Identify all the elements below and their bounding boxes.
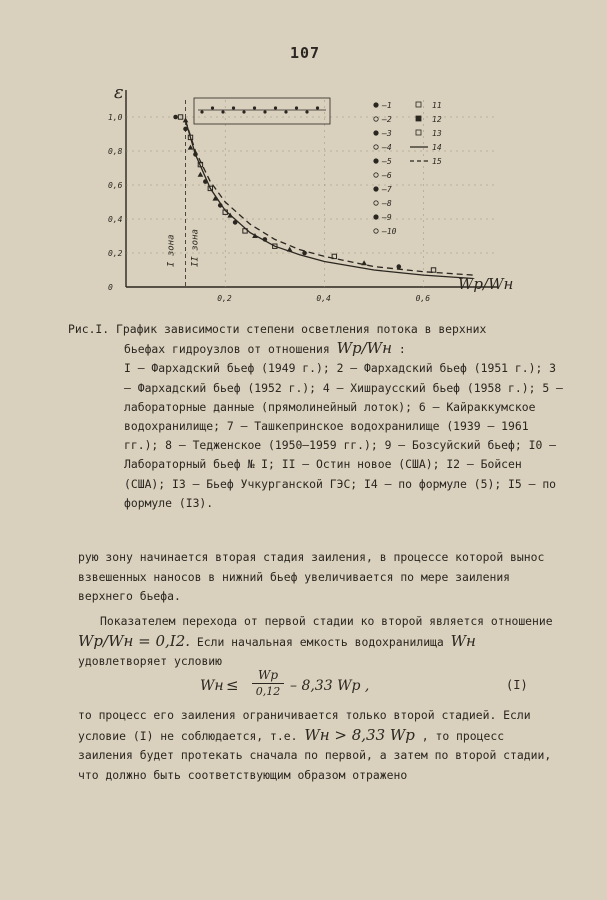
legend-marker: [374, 117, 378, 121]
inset-point: [211, 106, 214, 109]
caption-head: Рис.I. График зависимости степени осветления потока в верхних: [68, 322, 487, 336]
chart-inset: [194, 98, 330, 124]
y-tick-label: 0,8: [108, 147, 123, 156]
data-point: [203, 179, 208, 184]
data-point: [218, 203, 223, 208]
p2-text-b: Если начальная емкость водохранилища: [196, 634, 444, 649]
x-tick-label: 0,4: [316, 294, 331, 303]
p2-formula: Wp/Wн = 0,I2.: [78, 631, 191, 650]
legend-marker: [416, 116, 421, 121]
y-tick-label: 1,0: [108, 113, 123, 122]
inset-point: [274, 106, 277, 109]
data-point: [198, 172, 204, 177]
chart-legend: [374, 101, 442, 236]
curve-15: [186, 120, 474, 275]
x-tick-label: 0,6: [415, 294, 431, 303]
eq-numerator: Wp: [252, 668, 284, 684]
legend-marker: [374, 131, 378, 135]
legend-marker: [374, 173, 378, 177]
data-point: [302, 251, 307, 256]
legend-label: –5: [382, 157, 392, 166]
caption-formula: Wp/Wн: [336, 339, 392, 358]
legend-label: –10: [382, 227, 397, 236]
p2-formula-wn: Wн: [450, 631, 476, 650]
eq-number: (I): [506, 678, 528, 692]
legend-label: –1: [382, 101, 392, 110]
eq-lhs: Wн: [200, 678, 224, 694]
caption-colon: :: [398, 342, 406, 357]
caption-line1-text: бьефах гидроузлов от отношения: [124, 342, 330, 357]
paragraph-2: [78, 612, 558, 672]
inset-point: [295, 106, 298, 109]
data-point: [287, 247, 293, 252]
y-tick-label: 0,4: [108, 215, 123, 224]
chart-ticks: [108, 113, 430, 303]
p3-formula: Wн > 8,33 Wp: [304, 725, 415, 744]
legend-marker: [374, 229, 378, 233]
inset-point: [221, 110, 224, 113]
x-tick-label: 0,2: [217, 294, 232, 303]
inset-point: [263, 110, 266, 113]
caption-legend-text: I – Фархадский бьеф (1949 г.); 2 – Фархадский бьеф (1951 г.); 3 – Фархадский бьеф (1952 г.); 4 – Хишраусский бьеф (1958 г.); 5 – лабораторные данные (прямолинейный лоток); 6 – Кайраккумское водохранилище; 7 – Ташкепринское водохранилище (1939 – 1961 гг.); 8 – Тедженское (1950–1959 гг.); 9 – Бозсуйский бьеф; I0 – Лабораторный бьеф № I; II – Остин новое (США); I2 – Бойсен (США); I3 – Бьеф Учкурганской ГЭС; I4 – по формуле (5); I5 – по формуле (I3).: [124, 361, 563, 510]
chart-curves: [186, 120, 474, 278]
data-point: [183, 117, 189, 122]
legend-marker: [374, 201, 378, 205]
p3-text-a: то процесс его заиления ограничивается только второй стадией. Если условие (I) не соблюдается, т.е.: [78, 708, 531, 743]
chart-grid: [126, 100, 498, 287]
data-point: [173, 115, 178, 120]
eq-denominator: 0,12: [255, 685, 281, 698]
data-point: [193, 152, 198, 157]
legend-marker: [374, 159, 378, 163]
legend-label: 15: [432, 157, 442, 166]
inset-point: [242, 110, 245, 113]
legend-marker: [374, 145, 378, 149]
legend-label: 11: [432, 101, 442, 110]
y-tick-label: 0,6: [108, 181, 123, 190]
legend-label: 12: [432, 115, 442, 124]
inset-point: [200, 110, 203, 113]
legend-label: –2: [382, 115, 392, 124]
p3-text-b: , то процесс заиления будет протекать сначала по первой, а затем по второй стадии, что должно быть соответствующим образом отражено: [78, 728, 552, 782]
curve-14: [186, 120, 474, 278]
inset-point: [232, 106, 235, 109]
legend-label: –3: [382, 129, 392, 138]
p2-text-a: Показателем перехода от первой стадии ко второй является отношение: [100, 614, 553, 628]
data-point: [431, 268, 435, 272]
data-point: [361, 260, 367, 265]
y-axis-label: ε: [114, 82, 124, 103]
eq-fraction: [252, 668, 284, 699]
paragraph-1: рую зону начинается вторая стадия заиления, в процессе которой вынос взвешенных наносов в нижний бьеф увеличивается по мере заиления верхнего бьефа.: [78, 550, 545, 603]
data-point: [397, 264, 402, 269]
legend-marker: [374, 215, 378, 219]
caption-line1: [68, 339, 568, 359]
inset-frame: [194, 98, 330, 124]
figure-caption: [68, 320, 568, 513]
chart-points: [173, 115, 435, 273]
p2-text-c: удовлетворяет условию: [78, 654, 223, 668]
legend-marker: [374, 103, 378, 107]
y-tick-label: 0: [108, 283, 113, 292]
figure-chart: [98, 82, 538, 312]
chart-svg: [98, 82, 538, 312]
inset-point: [253, 106, 256, 109]
data-point: [263, 237, 268, 242]
inset-point: [305, 110, 308, 113]
data-point: [183, 127, 188, 132]
zone-label-1: I зона: [166, 234, 177, 267]
legend-marker: [416, 102, 421, 107]
legend-label: –4: [382, 143, 392, 152]
legend-label: 13: [432, 129, 442, 138]
inset-point: [316, 106, 319, 109]
zone-label-2: II зона: [190, 229, 201, 267]
legend-marker: [416, 130, 421, 135]
data-point: [233, 220, 238, 225]
y-tick-label: 0,2: [108, 249, 123, 258]
page-number: 107: [289, 44, 321, 62]
equation-1: [200, 668, 560, 708]
x-axis-label: Wp/Wн: [458, 275, 514, 293]
legend-marker: [374, 187, 378, 191]
legend-label: –7: [382, 185, 392, 194]
paragraph-3: [78, 706, 558, 785]
eq-rest: – 8,33 Wp ,: [290, 678, 370, 694]
legend-label: –8: [382, 199, 392, 208]
legend-label: 14: [432, 143, 442, 152]
inset-point: [284, 110, 287, 113]
legend-label: –6: [382, 171, 392, 180]
legend-label: –9: [382, 213, 392, 222]
eq-relation: ≤: [226, 676, 239, 694]
